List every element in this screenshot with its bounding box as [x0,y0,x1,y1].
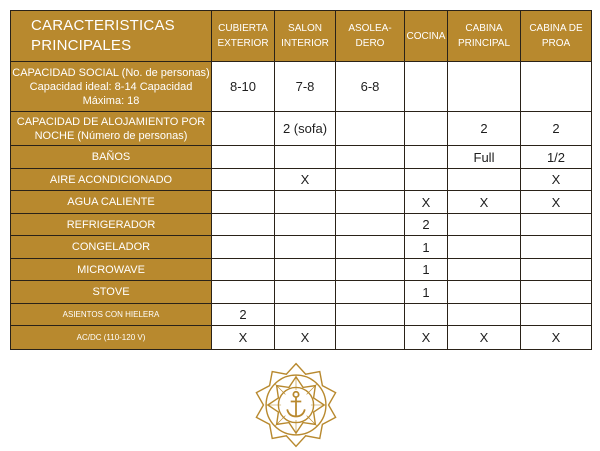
cell [275,146,336,169]
cell: 6-8 [336,62,405,112]
cell [405,304,448,326]
column-header-cocina: COCINA [405,11,448,62]
cell [212,169,275,191]
cell: 8-10 [212,62,275,112]
cell [521,214,592,236]
row-label-asientos-hielera: ASIENTOS CON HIELERA [11,304,212,326]
cell [521,236,592,259]
row-label-refrigerador: REFRIGERADOR [11,214,212,236]
column-header-asoleadero: ASOLEA-DERO [336,11,405,62]
table-row [11,236,592,259]
cell [336,304,405,326]
cell [336,112,405,146]
features-table [10,10,592,350]
cell [405,146,448,169]
cell [275,236,336,259]
cell [212,191,275,214]
table-row [11,259,592,281]
cell: 2 [212,304,275,326]
cell: 1 [405,281,448,304]
table-row [11,326,592,350]
cell: 1 [405,259,448,281]
cell [336,281,405,304]
row-label-capacidad-social: CAPACIDAD SOCIAL (No. de personas) Capacidad ideal: 8-14 Capacidad Máxima: 18 [11,62,212,112]
cell [405,169,448,191]
cell [448,259,521,281]
row-label-capacidad-alojamiento: CAPACIDAD DE ALOJAMIENTO POR NOCHE (Número de personas) [11,112,212,146]
table-row [11,191,592,214]
cell: Full [448,146,521,169]
cell [275,259,336,281]
column-header-cabina-proa: CABINA DE PROA [521,11,592,62]
cell: 2 [521,112,592,146]
cell: X [405,326,448,350]
cell [275,214,336,236]
cell: 2 [405,214,448,236]
cell [448,62,521,112]
cell [336,169,405,191]
cell: X [275,169,336,191]
cell: 2 (sofa) [275,112,336,146]
cell: 2 [448,112,521,146]
row-label-stove: STOVE [11,281,212,304]
cell: 1/2 [521,146,592,169]
table-row [11,169,592,191]
cell [336,146,405,169]
cell [212,112,275,146]
cell [405,112,448,146]
table-row [11,112,592,146]
cell [212,214,275,236]
cell: X [521,169,592,191]
table-row [11,146,592,169]
header-row [11,11,592,62]
cell [212,236,275,259]
column-header-cubierta-exterior: CUBIERTA EXTERIOR [212,11,275,62]
cell [212,281,275,304]
cell: X [448,191,521,214]
table-row [11,214,592,236]
cell [275,304,336,326]
cell [521,62,592,112]
cell: X [448,326,521,350]
row-label-aire-acondicionado: AIRE ACONDICIONADO [11,169,212,191]
row-label-agua-caliente: AGUA CALIENTE [11,191,212,214]
row-label-microwave: MICROWAVE [11,259,212,281]
table-row [11,62,592,112]
cell [275,281,336,304]
cell [336,236,405,259]
cell [448,214,521,236]
cell: X [275,326,336,350]
cell: X [521,326,592,350]
cell [521,304,592,326]
cell [521,259,592,281]
cell [336,214,405,236]
cell: X [521,191,592,214]
column-header-salon-interior: SALON INTERIOR [275,11,336,62]
cell [336,191,405,214]
table-title: CARACTERISTICAS PRINCIPALES [11,11,212,62]
table-row [11,281,592,304]
cell: 1 [405,236,448,259]
cell [448,169,521,191]
cell [212,146,275,169]
cell [405,62,448,112]
cell [336,259,405,281]
row-label-congelador: CONGELADOR [11,236,212,259]
cell [521,281,592,304]
table-row [11,304,592,326]
anchor-mandala-icon [252,361,340,449]
row-label-ac-dc: AC/DC (110-120 V) [11,326,212,350]
column-header-cabina-principal: CABINA PRINCIPAL [448,11,521,62]
cell [336,326,405,350]
cell [212,259,275,281]
cell [275,191,336,214]
cell: X [212,326,275,350]
cell [448,304,521,326]
row-label-banos: BAÑOS [11,146,212,169]
cell [448,281,521,304]
cell: 7-8 [275,62,336,112]
cell [448,236,521,259]
cell: X [405,191,448,214]
